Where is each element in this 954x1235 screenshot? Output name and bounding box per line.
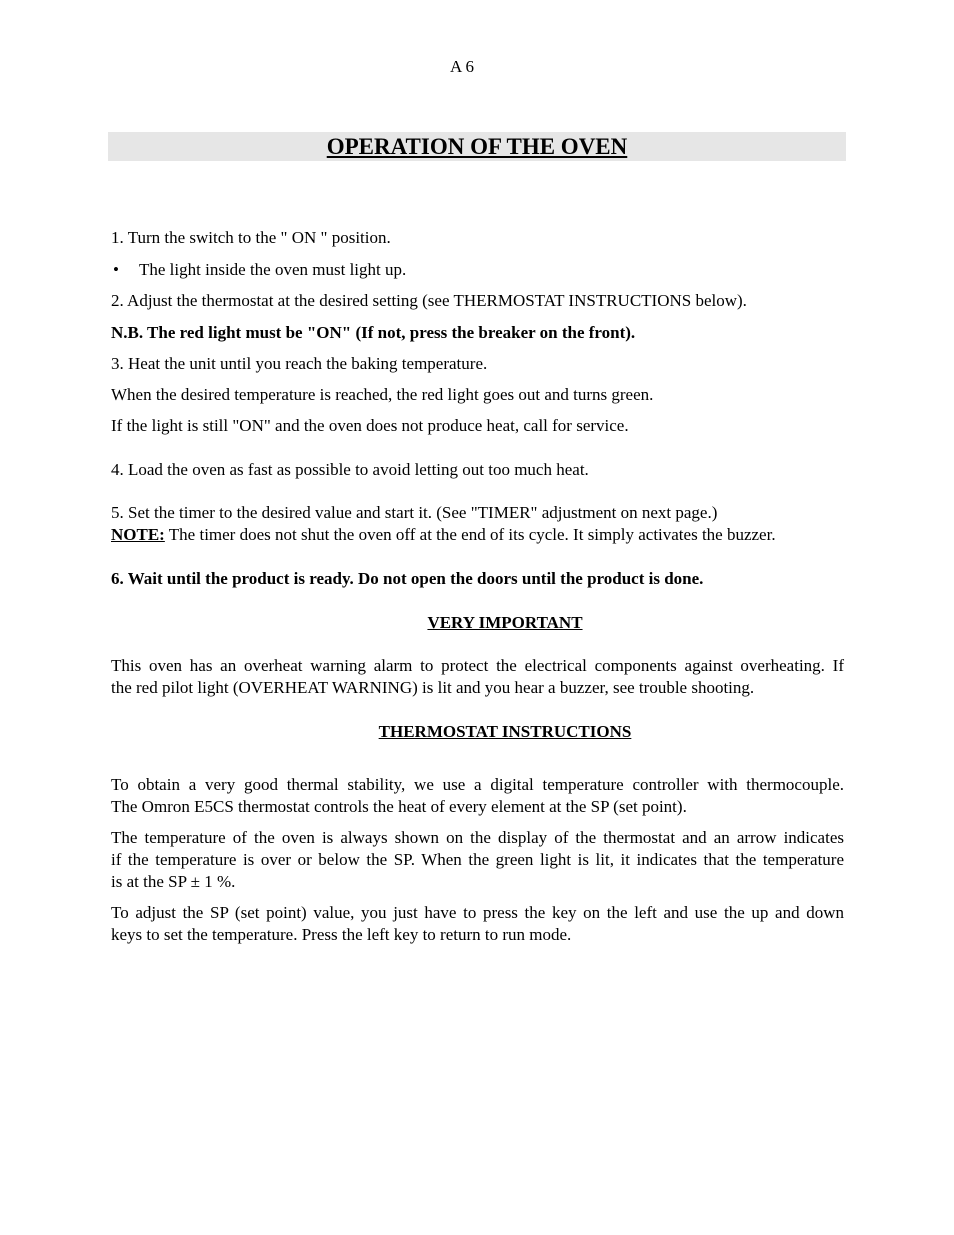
thermostat-p3-line-2: keys to set the temperature. Press the left key to return to run mode.: [111, 925, 572, 944]
page-number: A 6: [449, 57, 475, 76]
bullet-text: The light inside the oven must light up.: [139, 260, 407, 279]
very-important-line-1: This oven has an overheat warning alarm to protect the electrical components against overheating. If: [111, 656, 844, 675]
timer-note: [111, 524, 776, 546]
step-2: 2. Adjust the thermostat at the desired setting (see THERMOSTAT INSTRUCTIONS below).: [111, 291, 747, 310]
bullet-icon: •: [113, 260, 119, 279]
step-6: 6. Wait until the product is ready. Do not open the doors until the product is done.: [111, 569, 704, 588]
step-1: 1. Turn the switch to the " ON " position.: [111, 228, 391, 247]
page-title: OPERATION OF THE OVEN: [326, 134, 628, 159]
thermostat-p2-line-2: if the temperature is over or below the SP. When the green light is lit, it indicates that the temperature: [111, 850, 844, 869]
step-3: 3. Heat the unit until you reach the baking temperature.: [111, 354, 488, 373]
note-label: NOTE:: [111, 525, 165, 544]
very-important-line-2: the red pilot light (OVERHEAT WARNING) is lit and you hear a buzzer, see trouble shooting.: [111, 678, 755, 697]
step-4: 4. Load the oven as fast as possible to avoid letting out too much heat.: [111, 460, 589, 479]
thermostat-p1-line-1: To obtain a very good thermal stability, we use a digital temperature controller with thermocouple.: [111, 775, 844, 794]
step-3-line-2: When the desired temperature is reached, the red light goes out and turns green.: [111, 385, 654, 404]
thermostat-p1-line-2: The Omron E5CS thermostat controls the heat of every element at the SP (set point).: [111, 797, 687, 816]
thermostat-heading: THERMOSTAT INSTRUCTIONS: [378, 722, 632, 741]
thermostat-p2-line-3: is at the SP ± 1 %.: [111, 872, 236, 891]
step-3-line-3: If the light is still "ON" and the oven does not produce heat, call for service.: [111, 416, 629, 435]
step-5: 5. Set the timer to the desired value and start it. (See "TIMER" adjustment on next page.): [111, 503, 718, 522]
nb-note: N.B. The red light must be "ON" (If not, press the breaker on the front).: [111, 323, 636, 342]
thermostat-p2-line-1: The temperature of the oven is always shown on the display of the thermostat and an arrow indicates: [111, 828, 844, 847]
thermostat-p3-line-1: To adjust the SP (set point) value, you just have to press the key on the left and use the up and down: [111, 903, 844, 922]
note-text: The timer does not shut the oven off at the end of its cycle. It simply activates the buzzer.: [164, 525, 776, 544]
very-important-heading: VERY IMPORTANT: [427, 613, 583, 632]
